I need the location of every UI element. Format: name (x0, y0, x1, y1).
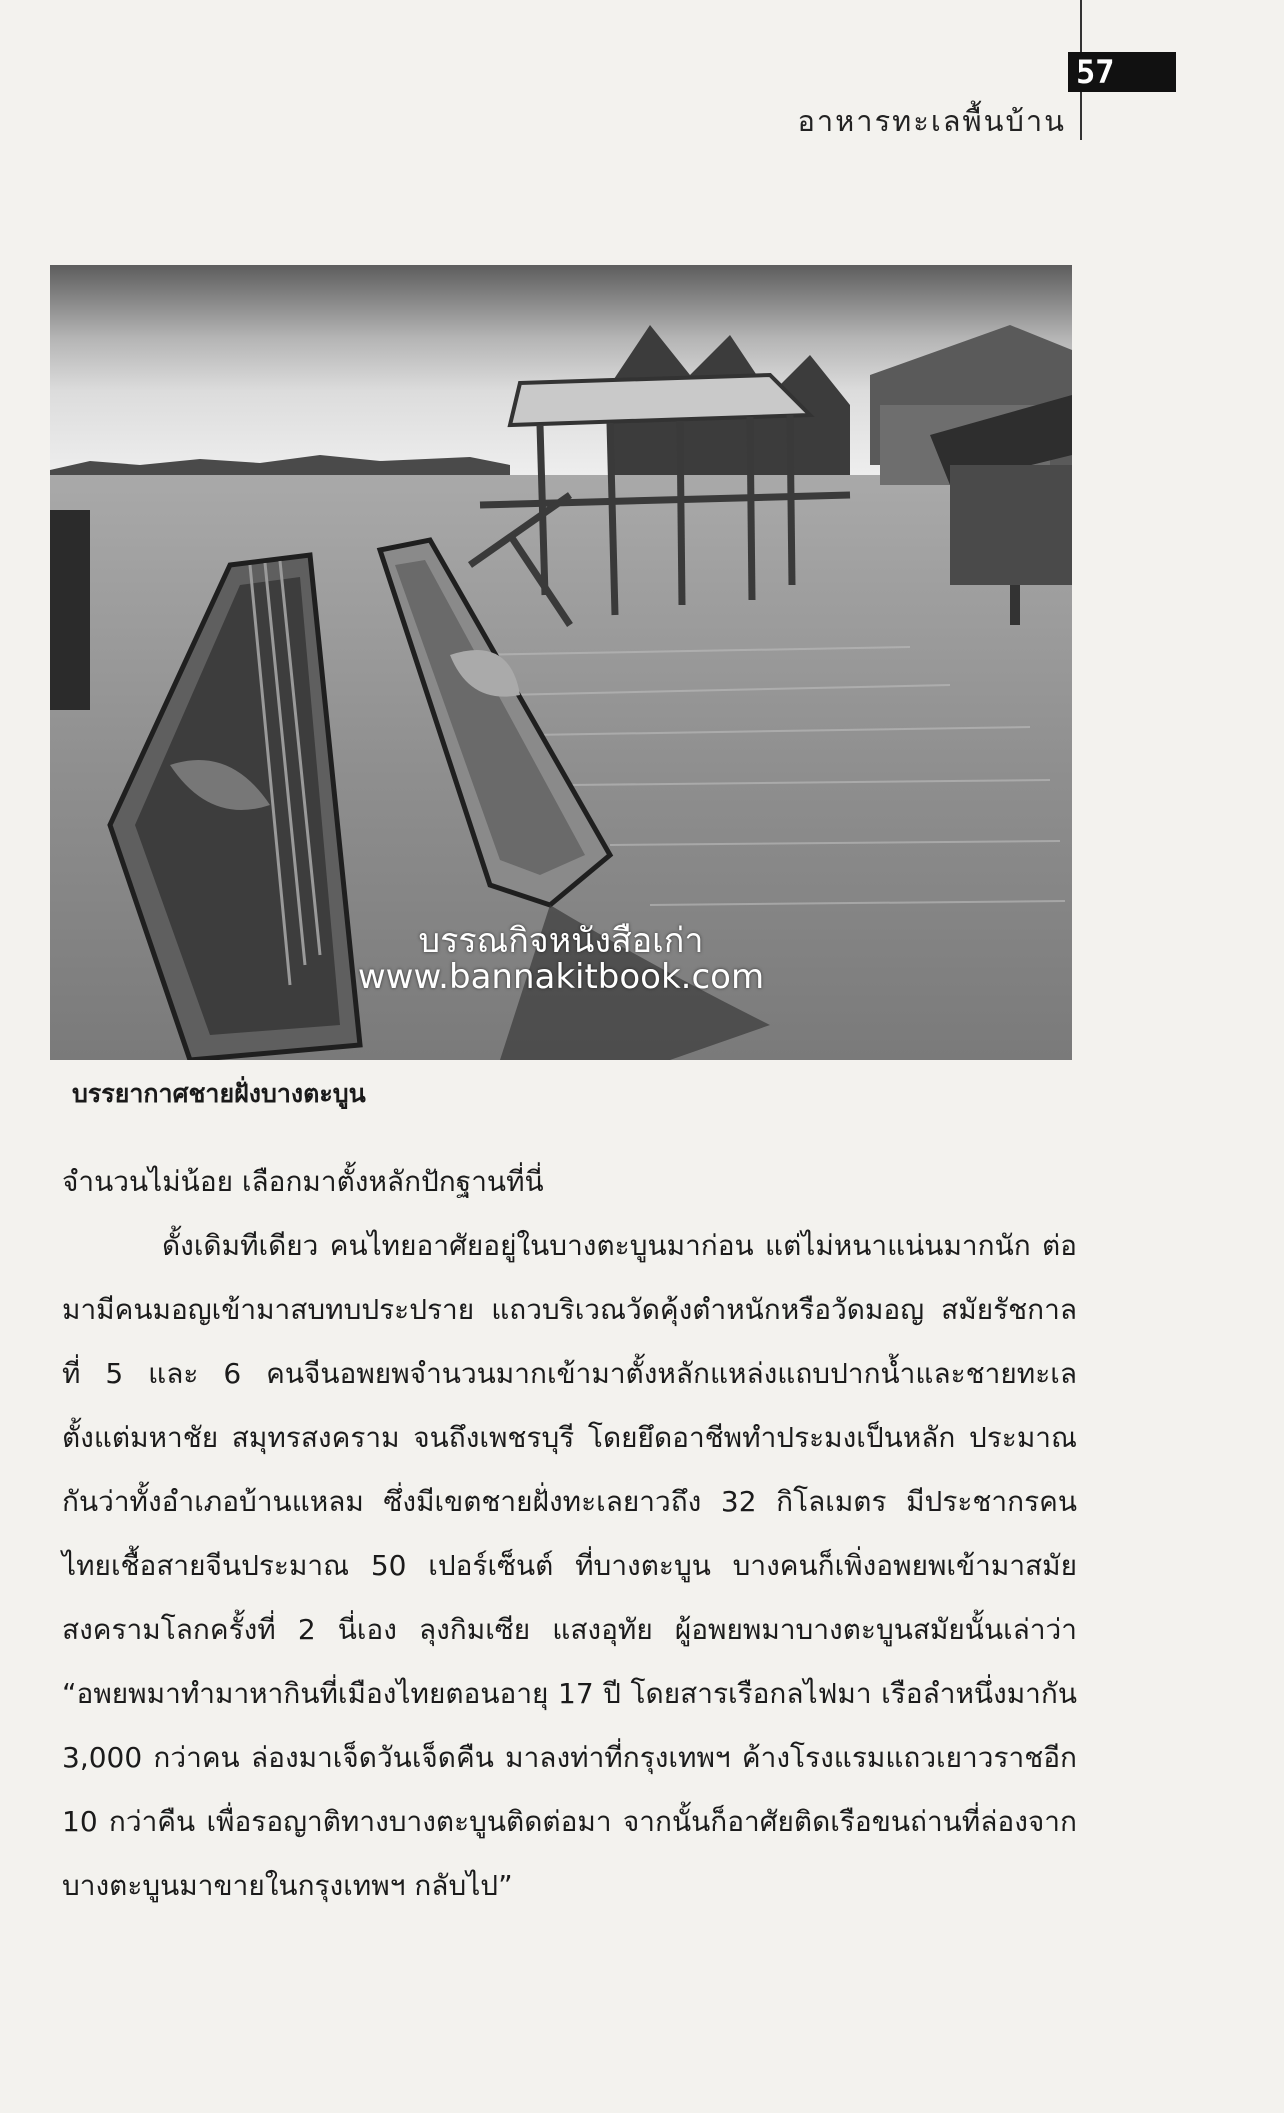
running-title: อาหารทะเลพื้นบ้าน (797, 104, 1066, 138)
continuation-line: จำนวนไม่น้อย เลือกมาตั้งหลักปักฐานที่นี่ (62, 1165, 544, 1198)
coastal-photo (50, 265, 1072, 1060)
body-text (62, 1150, 1077, 1918)
figure-caption: บรรยากาศชายฝั่งบางตะบูน (72, 1079, 366, 1108)
paragraph: ดั้งเดิมทีเดียว คนไทยอาศัยอยู่ในบางตะบูนมาก่อน แต่ไม่หนาแน่นมากนัก ต่อมามีคนมอญเข้ามาสบทบประปราย แถวบริเวณวัดคุ้งตำหนักหรือวัดมอญ สมัยรัชกาลที่ 5 และ 6 คนจีนอพยพจำนวนมากเข้ามาตั้งหลักแหล่งแถบปากน้ำและชายทะเล ตั้งแต่มหาชัย สมุทรสงคราม จนถึงเพชรบุรี โดยยึดอาชีพทำประมงเป็นหลัก ประมาณกันว่าทั้งอำเภอบ้านแหลม ซึ่งมีเขตชายฝั่งทะเลยาวถึง 32 กิโลเมตร มีประชากรคนไทยเชื้อสายจีนประมาณ 50 เปอร์เซ็นต์ ที่บางตะบูน บางคนก็เพิ่งอพยพเข้ามาสมัยสงครามโลกครั้งที่ 2 นี่เอง ลุงกิมเซีย แสงอุทัย ผู้อพยพมาบางตะบูนสมัยนั้นเล่าว่า “อพยพมาทำมาหากินที่เมืองไทยตอนอายุ 17 ปี โดยสารเรือกลไฟมา เรือลำหนึ่งมากัน 3,000 กว่าคน ล่องมาเจ็ดวันเจ็ดคืน มาลงท่าที่กรุงเทพฯ ค้างโรงแรมแถวเยาวราชอีก 10 กว่าคืน เพื่อรอญาติทางบางตะบูนติดต่อมา จากนั้นก็อาศัยติดเรือขนถ่านที่ล่องจากบางตะบูนมาขายในกรุงเทพฯ กลับไป” (62, 1229, 1077, 1902)
left-post (50, 510, 90, 710)
watermark-url: www.bannakitbook.com (357, 957, 765, 997)
page-number: 57 (1068, 52, 1176, 92)
watermark-shop-name: บรรณกิจหนังสือเก่า (418, 921, 704, 961)
